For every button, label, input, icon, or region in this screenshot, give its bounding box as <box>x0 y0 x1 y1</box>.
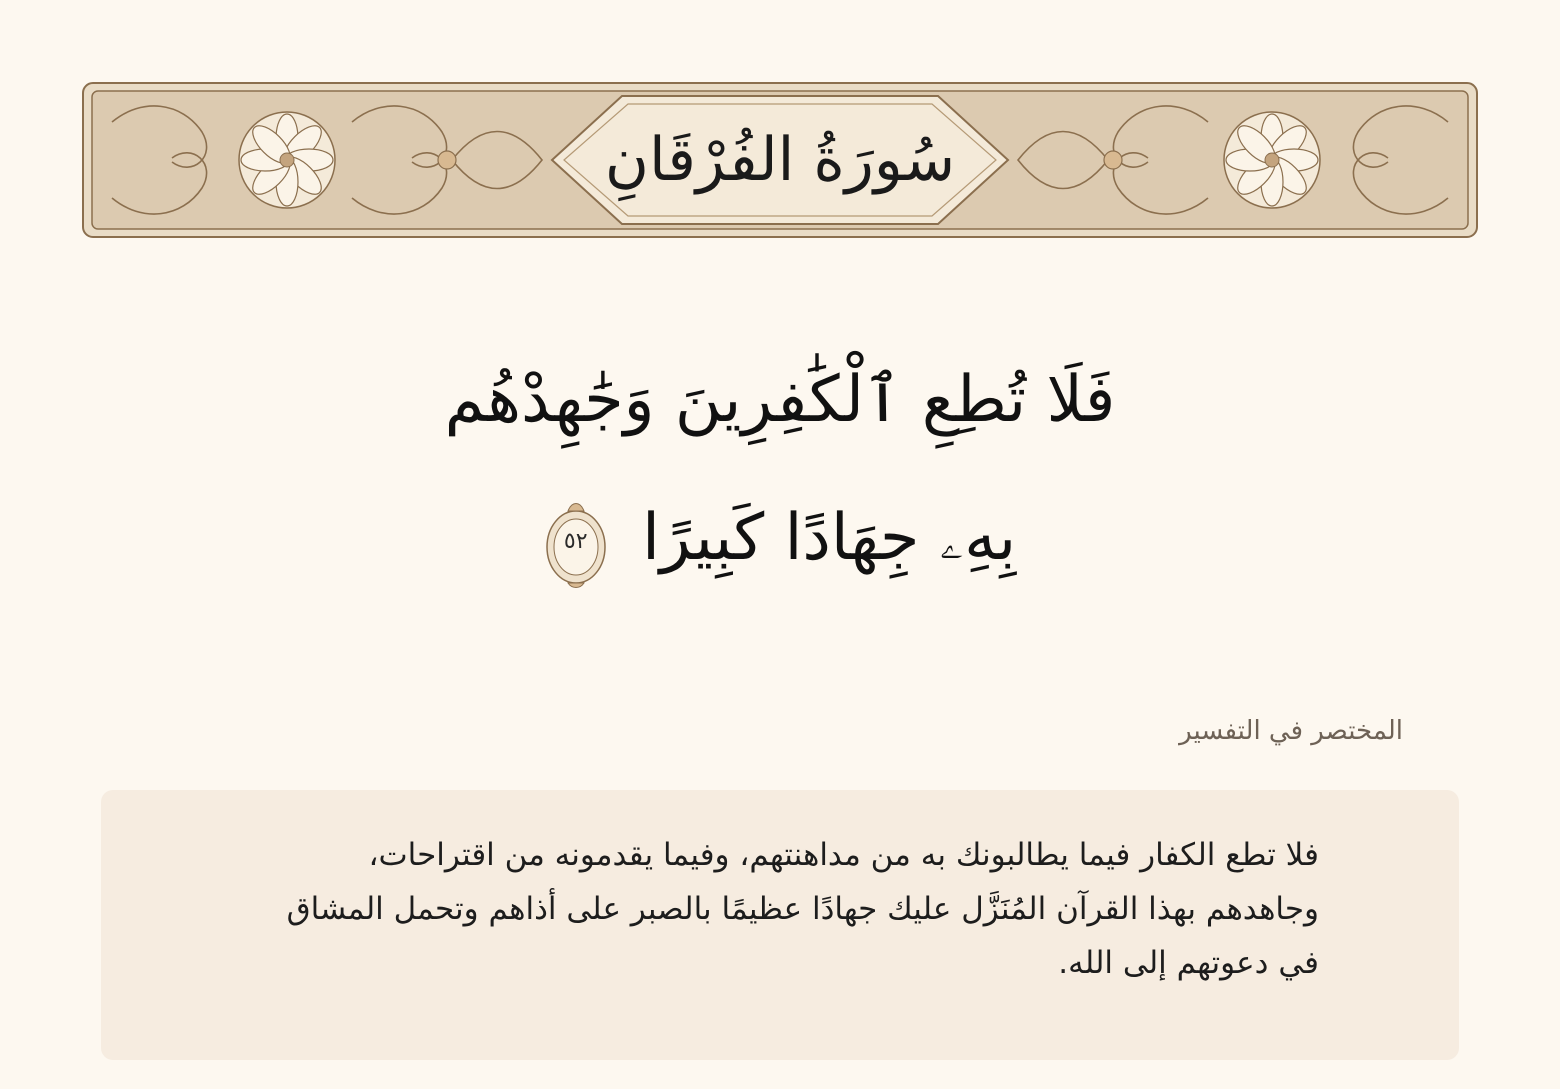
surah-title: سُورَةُ الفُرْقَانِ <box>604 125 956 195</box>
tafsir-source-label: المختصر في التفسير <box>1179 716 1403 746</box>
tafsir-box <box>101 790 1459 1060</box>
verse-line-1: فَلَا تُطِعِ ٱلْكَٰفِرِينَ وَجَٰهِدْهُم <box>444 363 1116 437</box>
ayah-marker <box>544 497 608 589</box>
ayah-number: ٥٢ <box>563 528 588 554</box>
tafsir-text: فلا تطع الكفار فيما يطالبونك به من مداهنتهم، وفيما يقدمونه من اقتراحات، وجاهدهم بهذا القرآن المُنَزَّل عليك جهادًا عظيمًا بالصبر على أذاهم وتحمل المشاق في دعوتهم إلى الله. <box>286 837 1319 981</box>
verse-line-2-text: بِهِۦ جِهَادًا كَبِيرًا <box>642 501 1017 575</box>
surah-banner <box>82 82 1478 238</box>
verse-text <box>0 345 1560 621</box>
verse-line-2 <box>0 483 1560 621</box>
